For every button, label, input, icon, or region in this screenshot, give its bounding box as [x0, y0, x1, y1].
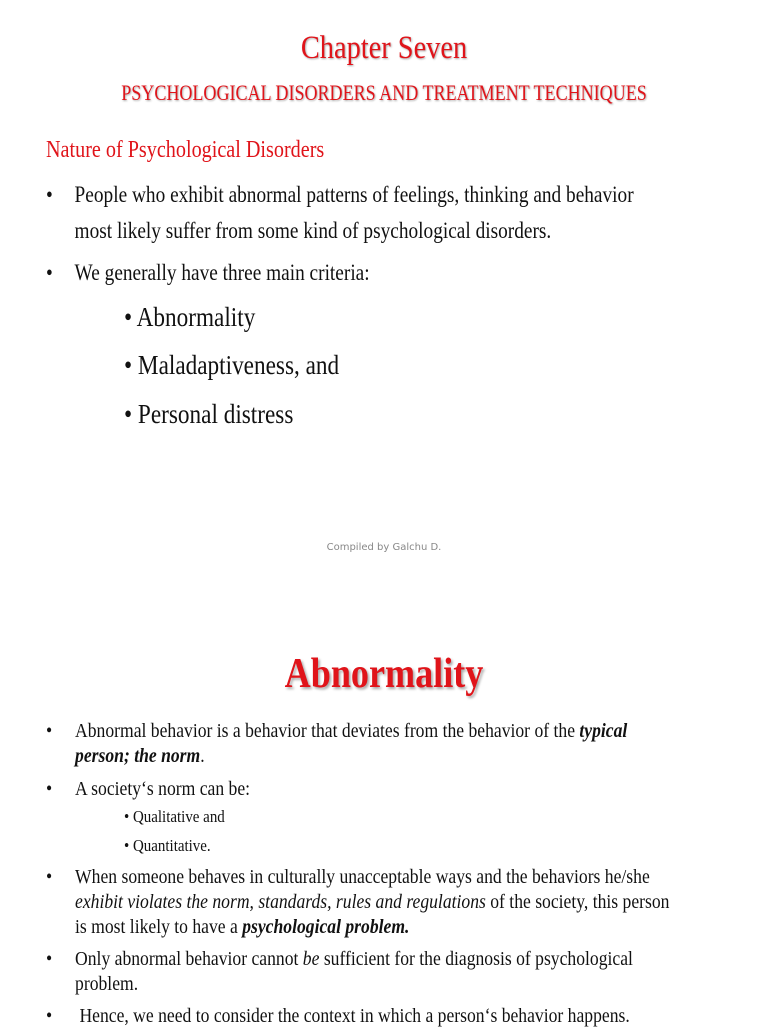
bullet-dot-icon: •: [46, 778, 53, 800]
bullet-text: People who exhibit abnormal patterns of feelings, thinking and behavior: [74, 182, 634, 207]
norm-type-item: • Qualitative and: [124, 807, 225, 826]
italic-text: exhibit violates the norm, standards, rules and regulations: [75, 891, 486, 913]
bullet-text: of the society, this person: [485, 891, 670, 913]
bullet-text: is most likely to have a: [75, 916, 243, 938]
bullet-text-continued: most likely suffer from some kind of psychological disorders.: [74, 218, 552, 243]
chapter-subtitle: PSYCHOLOGICAL DISORDERS AND TREATMENT TECHNIQUES: [121, 80, 647, 105]
italic-text: be: [302, 948, 320, 970]
criteria-item: • Personal distress: [124, 399, 294, 429]
bullet-item: [46, 865, 669, 940]
criteria-text: Personal distress: [137, 399, 294, 429]
bullet-text: When someone behaves in culturally unacceptable ways and the behaviors he/she: [75, 866, 650, 888]
bullet-text: Only abnormal behavior cannot: [75, 948, 303, 970]
norm-type-text: Qualitative and: [132, 807, 225, 826]
bullet-dot-icon: •: [46, 1005, 53, 1027]
bullet-item: [46, 719, 627, 769]
slide-footer: Compiled by Galchu D.: [326, 542, 442, 553]
bullet-text: We generally have three main criteria:: [74, 260, 370, 285]
bullet-text: Abnormal behavior is a behavior that deviates from the behavior of the: [75, 720, 580, 742]
criteria-item: • Maladaptiveness, and: [124, 350, 340, 380]
bullet-item: [46, 255, 370, 291]
bullet-text: .: [200, 745, 205, 767]
emphasis-text: typical: [579, 720, 628, 742]
bullet-dot-icon: •: [46, 182, 53, 207]
bullet-dot-icon: •: [46, 260, 53, 285]
norm-type-item: • Quantitative.: [124, 836, 211, 855]
criteria-item: • Abnormality: [124, 302, 256, 332]
bullet-text: sufficient for the diagnosis of psychological: [319, 948, 633, 970]
bullet-item: [46, 947, 633, 997]
bullet-item: [46, 1004, 630, 1029]
bullet-text-continued: problem.: [75, 973, 139, 995]
bullet-text: A society‘s norm can be:: [75, 778, 251, 800]
chapter-title: Chapter Seven: [300, 30, 468, 66]
bullet-dot-icon: •: [46, 720, 53, 742]
bullet-text: Hence, we need to consider the context in which a person‘s behavior happens.: [75, 1005, 630, 1027]
emphasis-text: person; the norm: [75, 745, 201, 767]
criteria-text: Abnormality: [136, 302, 256, 332]
emphasis-text: psychological problem.: [242, 916, 410, 938]
bullet-item: [46, 777, 250, 802]
slide-title: Abnormality: [284, 651, 484, 697]
slide-abnormality: [0, 600, 768, 1027]
criteria-text: Maladaptiveness, and: [137, 350, 340, 380]
bullet-dot-icon: •: [46, 948, 53, 970]
bullet-item: [46, 177, 634, 249]
norm-type-text: Quantitative.: [132, 836, 211, 855]
section-heading: Nature of Psychological Disorders: [46, 137, 325, 163]
bullet-dot-icon: •: [46, 866, 53, 888]
